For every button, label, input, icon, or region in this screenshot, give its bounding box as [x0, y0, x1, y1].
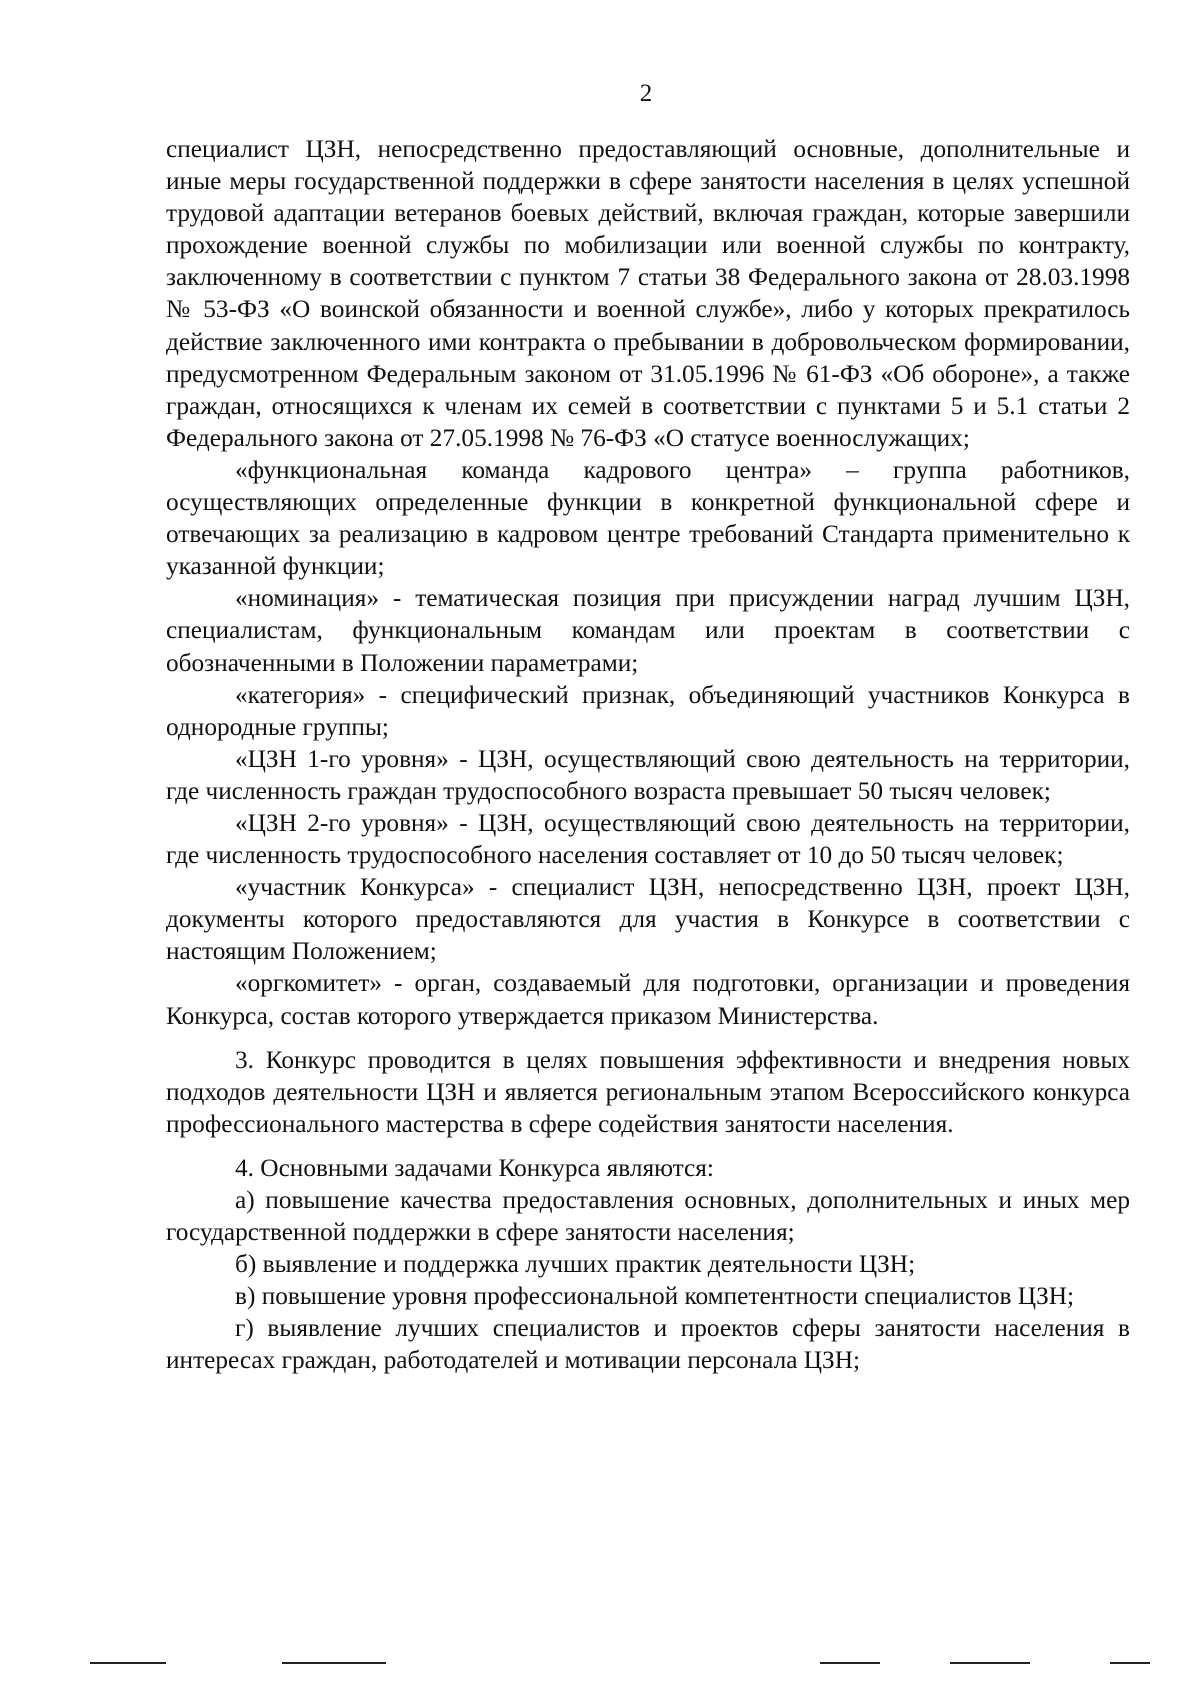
definition-level-2: «ЦЗН 2-го уровня» - ЦЗН, осуществляющий свою деятельность на территории, где численность трудоспособного населения составляет от 10 до 50 тысяч человек; [166, 808, 1130, 870]
definition-specialist: специалист ЦЗН, непосредственно предоставляющий основные, дополнительные и иные меры государственной поддержки в сфере занятости населения в целях успешной трудовой адаптации ветеранов боевых действий, включая граждан, которые завершили прохождение военной службы по мобилизации или военной службы по контракту, заключенному в соответствии с пунктом 7 статьи 38 Федерального закона от 28.03.1998 № 53-ФЗ «О воинской обязанности и военной службе», либо у которых прекратилось действие заключенного ими контракта о пребывании в добровольческом формировании, предусмотренном Федеральным законом от 31.05.1996 № 61-ФЗ «Об обороне», а также граждан, относящихся к членам их семей в соответствии с пунктами 5 и 5.1 статьи 2 Федерального закона от 27.05.1998 № 76-ФЗ «О статусе военнослужащих; [166, 135, 1130, 452]
definition-functional-team: «функциональная команда кадрового центра» – группа работников, осуществляющих определенные функции в конкретной функциональной сфере и отвечающих за реализацию в кадровом центре требований Стандарта применительно к указанной функции; [166, 455, 1130, 581]
section-3-purpose: 3. Конкурс проводится в целях повышения эффективности и внедрения новых подходов деятельности ЦЗН и является региональным этапом Всероссийского конкурса профессионального мастерства в сфере содействия занятости населения. [166, 1045, 1130, 1138]
definition-level-1: «ЦЗН 1-го уровня» - ЦЗН, осуществляющий свою деятельность на территории, где численность граждан трудоспособного возраста превышает 50 тысяч человек; [166, 744, 1130, 805]
footer-mark [90, 1662, 166, 1664]
definition-category: «категория» - специфический признак, объединяющий участников Конкурса в однородные группы; [166, 680, 1130, 741]
task-d: г) выявление лучших специалистов и проектов сферы занятости населения в интересах граждан, работодателей и мотивации персонала ЦЗН; [166, 1314, 1130, 1375]
task-b: б) выявление и поддержка лучших практик деятельности ЦЗН; [235, 1250, 916, 1279]
document-body [166, 133, 1130, 1377]
footer-mark [950, 1662, 1030, 1664]
footer-mark [282, 1662, 386, 1664]
scan-footer-marks [0, 1662, 1200, 1672]
section-4-heading: 4. Основными задачами Конкурса являются: [235, 1153, 714, 1182]
task-a: а) повышение качества предоставления основных, дополнительных и иных мер государственной поддержки в сфере занятости населения; [166, 1186, 1130, 1247]
footer-mark [1110, 1662, 1150, 1664]
page-number: 2 [639, 80, 653, 107]
definition-nomination: «номинация» - тематическая позиция при присуждении наград лучшим ЦЗН, специалистам, функциональным командам или проектам в соответствии с обозначенными в Положении параметрами; [166, 584, 1130, 677]
task-c: в) повышение уровня профессиональной компетентности специалистов ЦЗН; [235, 1282, 1075, 1311]
definition-participant: «участник Конкурса» - специалист ЦЗН, непосредственно ЦЗН, проект ЦЗН, документы которого предоставляются для участия в Конкурсе в соответствии с настоящим Положением; [166, 873, 1130, 966]
footer-mark [820, 1662, 880, 1664]
definition-orgcommittee: «оргкомитет» - орган, создаваемый для подготовки, организации и проведения Конкурса, состав которого утверждается приказом Министерства. [166, 969, 1130, 1030]
